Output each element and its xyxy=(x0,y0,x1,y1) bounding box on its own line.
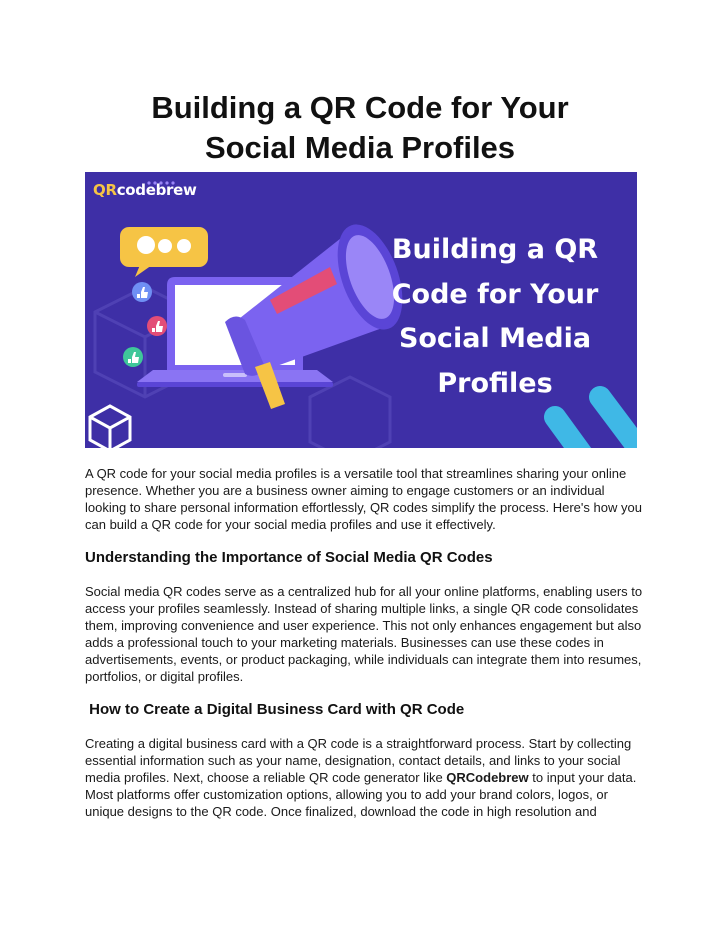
page-title-line-1: Building a QR Code for Your xyxy=(151,90,569,125)
section-heading-importance: Understanding the Importance of Social Media QR Codes xyxy=(85,549,493,566)
section-body-importance: Social media QR codes serve as a centralized hub for all your online platforms, enabling users to access your profiles seamlessly. Instead of sharing multiple links, a single QR code consolidates them, improving convenience and user experience. This not only enhances engagement but also adds a professional touch to your marketing materials. Businesses can use these codes in advertisements, events, or product packaging, while individuals can integrate them into resumes, portfolios, or digital profiles. xyxy=(85,584,643,684)
banner-image xyxy=(85,172,637,448)
banner-heading-line-1: Building a QR xyxy=(391,234,599,265)
banner-heading-line-2: Code for Your xyxy=(391,278,599,310)
cube-icon xyxy=(90,406,130,448)
banner-heading-line-4: Profiles xyxy=(437,367,553,399)
heart-icon xyxy=(147,316,167,336)
page-title-line-2: Social Media Profiles xyxy=(204,130,516,165)
intro-paragraph: A QR code for your social media profiles is a versatile tool that streamlines sharing your online presence. Whether you are a business owner aiming to engage customers or an individual looking to share personal information effortlessly, QR codes simplify the process. Here's how you can build a QR code for your social media profiles and use it effectively. xyxy=(85,466,642,532)
thumbs-up-icon-2 xyxy=(123,347,143,367)
banner-heading-line-3: Social Media xyxy=(398,323,592,354)
thumbs-up-icon xyxy=(132,282,152,302)
page-title xyxy=(60,88,660,168)
qrcodebrew-mention: QRCodebrew xyxy=(446,770,529,785)
chat-bubble-icon xyxy=(120,227,208,277)
section-body-digital-card: Creating a digital business card with a QR code is a straightforward process. Start by collecting essential information such as your name, designation, contact details, and links to your social media profiles. Next, choose a reliable QR code generator like QRCodebrew to input your data. Most platforms offer customization options, allowing you to add your brand colors, logos, or unique designs to the QR code. Once finalized, download the code in high resolution and xyxy=(85,736,637,819)
banner-heading xyxy=(380,228,610,406)
qrcodebrew-logo: QRcodebrew xyxy=(93,181,197,199)
section-heading-digital-card: How to Create a Digital Business Card with QR Code xyxy=(85,701,465,718)
